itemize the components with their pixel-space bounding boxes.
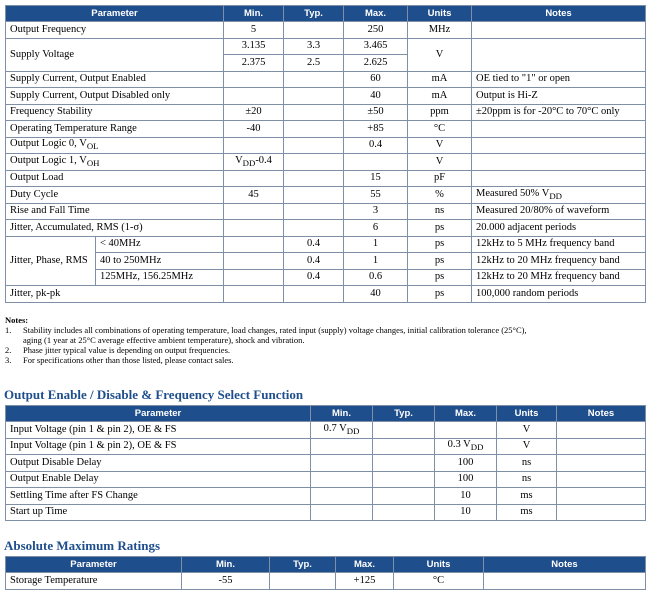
typ-cell (284, 121, 344, 138)
note-text: Phase jitter typical value is depending on output frequencies. (23, 345, 231, 355)
notes-cell: 12kHz to 20 MHz frequency band (472, 269, 646, 286)
range-cell: < 40MHz (96, 236, 224, 253)
table-row (6, 88, 646, 105)
abs-header-row (6, 557, 646, 573)
units-cell: ps (408, 286, 472, 303)
table-row (6, 22, 646, 39)
min-cell: 45 (224, 187, 284, 204)
units-cell: ns (497, 471, 557, 488)
col-header-min: Min. (224, 6, 284, 22)
units-cell: °C (408, 121, 472, 138)
col-header-notes: Notes (484, 557, 646, 573)
param-base: Output Logic 0, V (10, 138, 87, 150)
units-cell: ns (408, 203, 472, 220)
notes-cell: Measured 20/80% of waveform (472, 203, 646, 220)
col-header-typ: Typ. (373, 406, 435, 422)
max-cell: 1 (344, 253, 408, 270)
min-base: V (235, 154, 243, 166)
units-cell: ps (408, 269, 472, 286)
max-cell: 3.465 (344, 38, 408, 55)
param-cell: Supply Current, Output Disabled only (6, 88, 224, 105)
units-cell: V (408, 154, 472, 171)
param-cell: Operating Temperature Range (6, 121, 224, 138)
param-cell (6, 154, 224, 171)
max-cell (435, 422, 497, 439)
notes-cell: 100,000 random periods (472, 286, 646, 303)
table-row (6, 220, 646, 237)
min-sub: DD (346, 425, 360, 436)
typ-cell (284, 88, 344, 105)
param-cell: Input Voltage (pin 1 & pin 2), OE & FS (6, 438, 311, 455)
notes-heading: Notes: (5, 315, 29, 325)
note-item (5, 345, 645, 355)
max-cell: 40 (344, 88, 408, 105)
param-base: Output Logic 1, V (10, 154, 87, 166)
param-cell: Rise and Fall Time (6, 203, 224, 220)
notes-cell: 12kHz to 5 MHz frequency band (472, 236, 646, 253)
col-header-typ: Typ. (270, 557, 336, 573)
param-cell: Jitter, Accumulated, RMS (1-σ) (6, 220, 224, 237)
col-header-max: Max. (435, 406, 497, 422)
notes-cell (557, 455, 646, 472)
units-cell: V (408, 38, 472, 71)
min-base: 0.7 V (323, 422, 347, 434)
note-number: 3. (5, 355, 12, 365)
spec-table (5, 5, 646, 303)
max-cell: ±50 (344, 104, 408, 121)
max-cell: 100 (435, 471, 497, 488)
min-cell: 3.135 (224, 38, 284, 55)
table-row (6, 504, 646, 521)
units-cell: mA (408, 71, 472, 88)
range-cell: 125MHz, 156.25MHz (96, 269, 224, 286)
min-cell (311, 422, 373, 439)
typ-cell (373, 488, 435, 505)
note-text: For specifications other than those listed, please contact sales. (23, 355, 234, 365)
notes-cell (472, 187, 646, 204)
notes-cell: ±20ppm is for -20°C to 70°C only (472, 104, 646, 121)
typ-cell (284, 104, 344, 121)
note-text: Stability includes all combinations of operating temperature, load changes, rated input (supply) voltage changes, initial calibration tolerance (25°C), (23, 325, 527, 335)
param-cell: Start up Time (6, 504, 311, 521)
max-cell: 55 (344, 187, 408, 204)
col-header-units: Units (408, 6, 472, 22)
typ-cell: 3.3 (284, 38, 344, 55)
units-cell: mA (408, 88, 472, 105)
min-cell (311, 471, 373, 488)
col-header-min: Min. (311, 406, 373, 422)
min-cell (311, 455, 373, 472)
min-cell (224, 137, 284, 154)
section-title-abs-max: Absolute Maximum Ratings (4, 538, 161, 553)
typ-cell (284, 22, 344, 39)
min-cell (224, 253, 284, 270)
param-sub: OL (86, 141, 99, 152)
min-cell: 2.375 (224, 55, 284, 72)
range-cell: 40 to 250MHz (96, 253, 224, 270)
table-row (6, 121, 646, 138)
min-cell: -55 (182, 573, 270, 590)
notes-cell (472, 170, 646, 187)
notes-base: Measured 50% V (476, 187, 550, 199)
max-cell (435, 438, 497, 455)
param-cell: Supply Current, Output Enabled (6, 71, 224, 88)
table-row (6, 71, 646, 88)
units-cell: ps (408, 220, 472, 237)
units-cell: ms (497, 504, 557, 521)
typ-cell (284, 203, 344, 220)
notes-cell (484, 573, 646, 590)
col-header-notes: Notes (472, 6, 646, 22)
typ-cell (284, 220, 344, 237)
min-cell (224, 88, 284, 105)
min-tail: -0.4 (255, 154, 272, 166)
col-header-units: Units (497, 406, 557, 422)
max-cell: 0.6 (344, 269, 408, 286)
param-cell: Input Voltage (pin 1 & pin 2), OE & FS (6, 422, 311, 439)
notes-cell: 20.000 adjacent periods (472, 220, 646, 237)
notes-cell (472, 22, 646, 39)
units-cell: pF (408, 170, 472, 187)
spec-header-row (6, 6, 646, 22)
min-cell (224, 154, 284, 171)
table-row (6, 422, 646, 439)
notes-cell (472, 154, 646, 171)
table-row (6, 269, 646, 286)
max-cell: 15 (344, 170, 408, 187)
notes-block (5, 315, 645, 365)
min-cell: 5 (224, 22, 284, 39)
col-header-units: Units (394, 557, 484, 573)
param-cell: Settling Time after FS Change (6, 488, 311, 505)
col-header-parameter: Parameter (6, 557, 182, 573)
min-cell (224, 71, 284, 88)
max-cell: 2.625 (344, 55, 408, 72)
max-base: 0.3 V (447, 439, 471, 451)
col-header-typ: Typ. (284, 6, 344, 22)
max-cell: 60 (344, 71, 408, 88)
param-cell: Jitter, pk-pk (6, 286, 224, 303)
section-title-oe: Output Enable / Disable & Frequency Select Function (4, 387, 304, 402)
oe-table (5, 405, 646, 521)
param-cell: Frequency Stability (6, 104, 224, 121)
units-cell: % (408, 187, 472, 204)
min-sub: DD (242, 157, 256, 168)
table-row (6, 573, 646, 590)
notes-cell (557, 438, 646, 455)
typ-cell (284, 137, 344, 154)
max-cell (344, 154, 408, 171)
typ-cell (270, 573, 336, 590)
max-cell: 6 (344, 220, 408, 237)
min-cell: -40 (224, 121, 284, 138)
units-cell: ns (497, 455, 557, 472)
min-cell (224, 220, 284, 237)
units-cell: ps (408, 253, 472, 270)
note-item (5, 325, 645, 335)
units-cell: °C (394, 573, 484, 590)
typ-cell (284, 154, 344, 171)
typ-cell (373, 504, 435, 521)
abs-max-table (5, 556, 646, 590)
table-row (6, 170, 646, 187)
table-row (6, 455, 646, 472)
table-row (6, 286, 646, 303)
typ-cell (373, 438, 435, 455)
max-cell: 10 (435, 504, 497, 521)
notes-cell: Output is Hi-Z (472, 88, 646, 105)
note-number: 2. (5, 345, 12, 355)
note-continuation: aging (1 year at 25°C average effective ambient temperature), shock and vibration. (23, 335, 305, 345)
max-sub: DD (470, 442, 484, 453)
table-row (6, 203, 646, 220)
notes-cell (557, 471, 646, 488)
param-sub: OH (86, 157, 100, 168)
typ-cell: 2.5 (284, 55, 344, 72)
notes-cell (557, 488, 646, 505)
col-header-min: Min. (182, 557, 270, 573)
table-row (6, 438, 646, 455)
typ-cell (373, 422, 435, 439)
min-cell (224, 170, 284, 187)
max-cell: 100 (435, 455, 497, 472)
param-cell: Output Disable Delay (6, 455, 311, 472)
max-cell: 40 (344, 286, 408, 303)
min-cell (224, 269, 284, 286)
table-row (6, 253, 646, 270)
min-cell (224, 203, 284, 220)
table-row (6, 154, 646, 171)
param-cell: Supply Voltage (6, 38, 224, 71)
col-header-parameter: Parameter (6, 6, 224, 22)
param-cell: Output Load (6, 170, 224, 187)
param-cell: Storage Temperature (6, 573, 182, 590)
note-number: 1. (5, 325, 12, 335)
units-cell: V (408, 137, 472, 154)
oe-header-row (6, 406, 646, 422)
min-cell (311, 504, 373, 521)
units-cell: ps (408, 236, 472, 253)
max-cell: 10 (435, 488, 497, 505)
notes-cell (557, 504, 646, 521)
typ-cell (284, 170, 344, 187)
param-cell: Output Frequency (6, 22, 224, 39)
param-cell: Output Enable Delay (6, 471, 311, 488)
typ-cell (373, 471, 435, 488)
units-cell: ppm (408, 104, 472, 121)
col-header-notes: Notes (557, 406, 646, 422)
col-header-max: Max. (344, 6, 408, 22)
min-cell (311, 438, 373, 455)
max-cell: 1 (344, 236, 408, 253)
typ-cell: 0.4 (284, 269, 344, 286)
min-cell (224, 286, 284, 303)
table-row (6, 137, 646, 154)
min-cell (311, 488, 373, 505)
notes-sub: DD (549, 190, 562, 201)
typ-cell (284, 286, 344, 303)
table-row (6, 488, 646, 505)
typ-cell (284, 187, 344, 204)
notes-cell: OE tied to "1" or open (472, 71, 646, 88)
max-cell: +85 (344, 121, 408, 138)
max-cell: +125 (336, 573, 394, 590)
notes-cell (557, 422, 646, 439)
table-row (6, 471, 646, 488)
max-cell: 250 (344, 22, 408, 39)
param-cell: Duty Cycle (6, 187, 224, 204)
col-header-max: Max. (336, 557, 394, 573)
min-cell (224, 236, 284, 253)
units-cell: V (497, 438, 557, 455)
min-cell: ±20 (224, 104, 284, 121)
max-cell: 3 (344, 203, 408, 220)
table-row (6, 187, 646, 204)
col-header-parameter: Parameter (6, 406, 311, 422)
note-item (5, 355, 645, 365)
notes-cell (472, 137, 646, 154)
units-cell: V (497, 422, 557, 439)
notes-cell: 12kHz to 20 MHz frequency band (472, 253, 646, 270)
notes-cell (472, 121, 646, 138)
typ-cell: 0.4 (284, 236, 344, 253)
units-cell: ms (497, 488, 557, 505)
typ-cell (373, 455, 435, 472)
table-row (6, 38, 646, 55)
table-row (6, 104, 646, 121)
param-cell (6, 137, 224, 154)
max-cell: 0.4 (344, 137, 408, 154)
table-row (6, 236, 646, 253)
units-cell: MHz (408, 22, 472, 39)
typ-cell: 0.4 (284, 253, 344, 270)
jitter-phase-label: Jitter, Phase, RMS (6, 236, 96, 286)
typ-cell (284, 71, 344, 88)
notes-cell (472, 38, 646, 71)
